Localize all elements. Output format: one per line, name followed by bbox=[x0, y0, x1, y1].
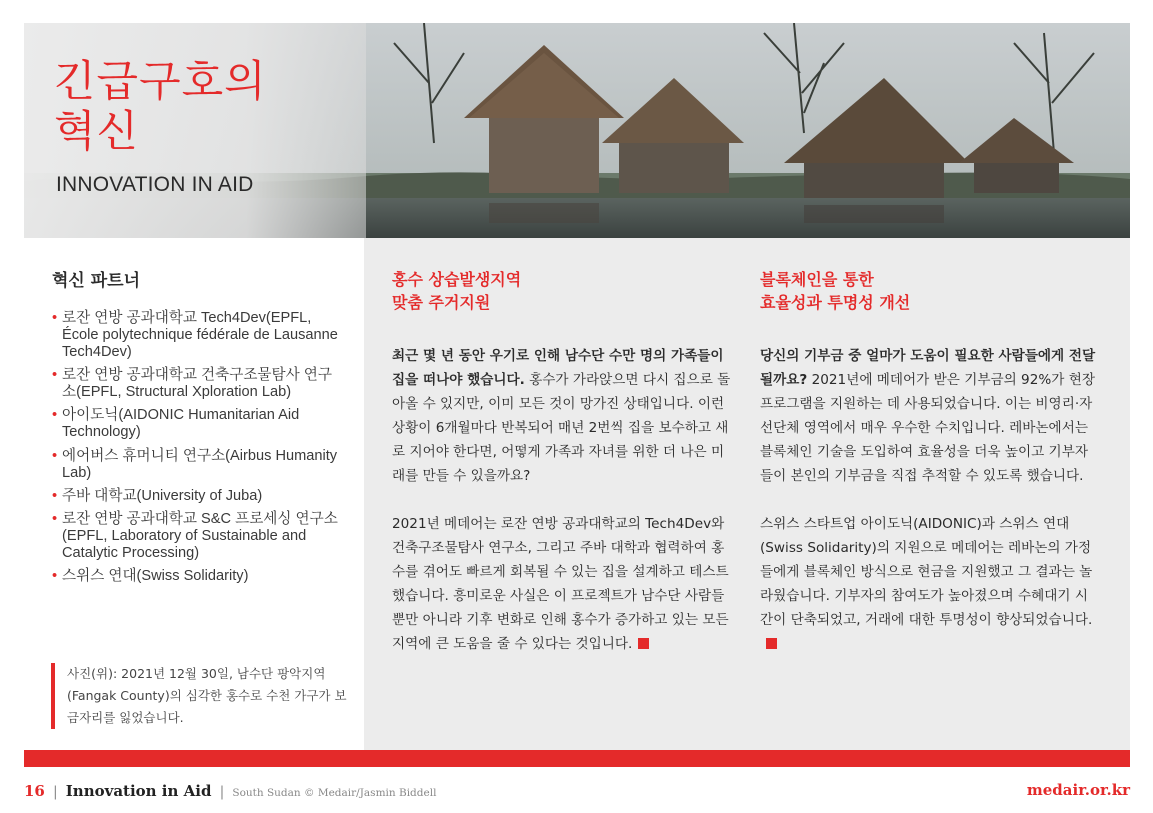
article-flood-housing bbox=[392, 268, 732, 680]
website-link[interactable]: medair.or.kr bbox=[1026, 781, 1130, 799]
partner-item: • 로잔 연방 공과대학교 Tech4Dev(EPFL, École polytechnique fédérale de Lausanne Tech4Dev) bbox=[52, 310, 338, 360]
footer-red-bar bbox=[24, 750, 1130, 767]
partners-list bbox=[52, 310, 342, 591]
footer-title: Innovation in Aid bbox=[65, 782, 212, 800]
partner-item: • 로잔 연방 공과대학교 건축구조물탐사 연구소(EPFL, Structural Xploration Lab) bbox=[52, 367, 332, 401]
article-paragraph: 최근 몇 년 동안 우기로 인해 남수단 수만 명의 가족들이 집을 떠나야 했습니다. 홍수가 가라앉으면 다시 집으로 돌아올 수 있지만, 이미 모든 것이 망가진 상태입니다. 이런 상황이 6개월마다 반복되어 매년 2번씩 집을 보수하고 새로 지어야 한다면, 어떻게 가족과 자녀를 위한 더 나은 미래를 만들 수 있을까요? bbox=[392, 348, 731, 484]
bullet-icon: • bbox=[52, 407, 58, 424]
bullet-icon: • bbox=[52, 367, 58, 384]
page-title-line2: 혁신 bbox=[54, 107, 140, 157]
article-body bbox=[392, 344, 732, 656]
partner-item: • 주바 대학교(University of Juba) bbox=[52, 487, 263, 504]
bullet-icon: • bbox=[52, 310, 58, 326]
divider: | bbox=[52, 784, 58, 800]
partner-item: • 스위스 연대(Swiss Solidarity) bbox=[52, 568, 249, 585]
page-footer bbox=[24, 781, 1130, 803]
partners-heading: 혁신 파트너 bbox=[52, 271, 141, 291]
article-blockchain bbox=[760, 268, 1100, 680]
article-paragraph: 스위스 스타트업 아이도닉(AIDONIC)과 스위스 연대(Swiss Solidarity)의 지원으로 메데어는 레바논의 가정들에게 블록체인 방식으로 현금을 지원했고 그 결과는 놀라웠습니다. 기부자의 참여도가 높아졌으며 수혜대기 시간이 단축되었고, 거래에 대한 투명성이 향상되었습니다. bbox=[760, 512, 1100, 656]
lead-sentence: 당신의 기부금 중 얼마가 도움이 필요한 사람들에게 전달될까요? bbox=[760, 348, 1096, 388]
lead-sentence: 최근 몇 년 동안 우기로 인해 남수단 수만 명의 가족들이 집을 떠나야 했습니다. bbox=[392, 348, 724, 388]
bullet-icon: • bbox=[52, 487, 58, 504]
article-paragraph: 당신의 기부금 중 얼마가 도움이 필요한 사람들에게 전달될까요? 2021년에 메데어가 받은 기부금의 92%가 현장 프로그램을 지원하는 데 사용되었습니다. 이는 비영리·자선단체 영역에서 매우 우수한 수치입니다. 레바논에서는 블록체인 기술을 도입하여 효율성을 더욱 높이고 기부자들이 본인의 기부금을 직접 추적할 수 있도록 했습니다. bbox=[760, 348, 1096, 484]
article-heading: 홍수 상습발생지역 맞춤 주거지원 bbox=[392, 270, 522, 312]
partners-column bbox=[24, 238, 364, 750]
partner-item: • 아이도닉(AIDONIC Humanitarian Aid Technology) bbox=[52, 407, 300, 441]
bullet-icon: • bbox=[52, 568, 58, 585]
end-mark-icon bbox=[766, 638, 777, 649]
page-number: 16 bbox=[24, 782, 45, 800]
bullet-icon: • bbox=[52, 447, 58, 464]
article-heading: 블록체인을 통한 효율성과 투명성 개선 bbox=[760, 270, 911, 312]
photo-credit: South Sudan © Medair/Jasmin Biddell bbox=[232, 787, 437, 799]
page-title-korean bbox=[54, 57, 354, 157]
page-title-english: INNOVATION IN AID bbox=[56, 173, 254, 196]
bullet-icon: • bbox=[52, 510, 58, 527]
partner-item: • 에어버스 휴머니티 연구소(Airbus Humanity Lab) bbox=[52, 447, 338, 481]
end-mark-icon bbox=[638, 638, 649, 649]
divider: | bbox=[219, 784, 225, 800]
page-title-line1: 긴급구호의 bbox=[54, 57, 267, 107]
photo-caption: 사진(위): 2021년 12월 30일, 남수단 팡악지역(Fangak County)의 심각한 홍수로 수천 가구가 보금자리를 잃었습니다. bbox=[51, 663, 357, 729]
title-block bbox=[24, 23, 366, 238]
article-paragraph: 2021년 메데어는 로잔 연방 공과대학교의 Tech4Dev와 건축구조물탐사 연구소, 그리고 주바 대학과 협력하여 홍수를 겪어도 빠르게 회복될 수 있는 집을 설계하고 테스트했습니다. 흥미로운 사실은 이 프로젝트가 남수단 사람들뿐만 아니라 기후 변화로 인해 홍수가 증가하고 있는 모든 지역에 큰 도움을 줄 수 있다는 것입니다. bbox=[392, 516, 729, 652]
partner-item: • 로잔 연방 공과대학교 S&C 프로세싱 연구소(EPFL, Laboratory of Sustainable and Catalytic Processing) bbox=[52, 510, 338, 561]
article-body bbox=[760, 344, 1100, 656]
